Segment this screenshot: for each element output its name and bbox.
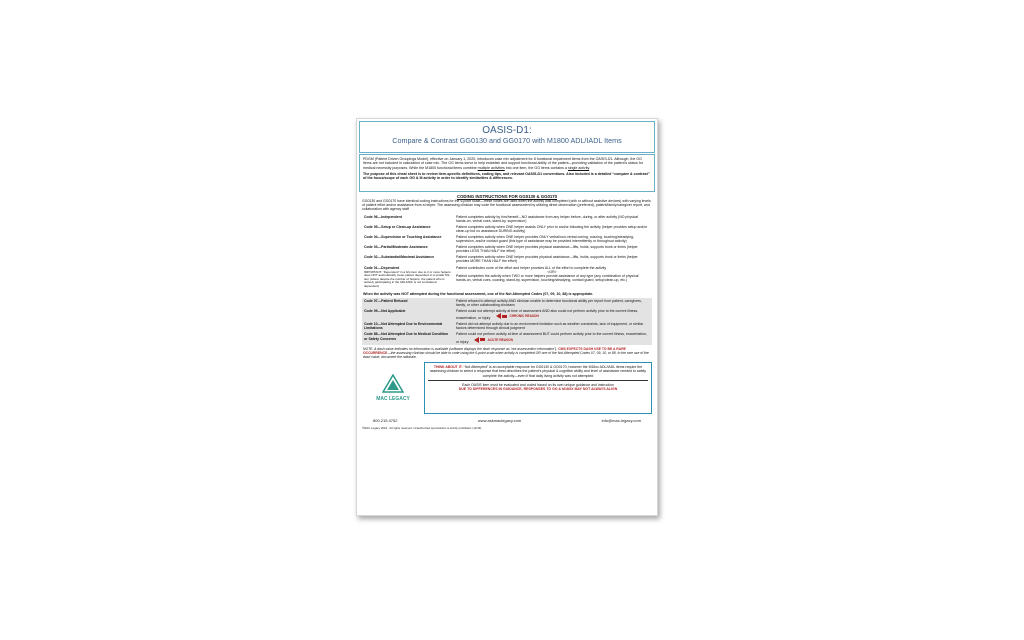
intro-underline-1: multiple activities (477, 165, 505, 170)
code-description: Patient completes activity when ONE helper assists ONLY prior to and/or following the activity (helper provides setup and/or clean-up but no assistance DURING activity) (456, 224, 648, 233)
think-line-3: DUE TO DIFFERENCES IN GUIDANCE, RESPONSES TO GG & M18XX MAY NOT ALWAYS ALIGN (458, 387, 618, 392)
intro-paragraph-1 (363, 157, 651, 170)
intro-text-end: . (589, 165, 591, 170)
logo (362, 362, 424, 414)
table-row (362, 321, 652, 331)
arrow-shaft (502, 315, 507, 318)
think-line-2: Each OASIS item must be evaluated and coded based on its own unique guidance and instruction (462, 382, 614, 387)
code-label: Code 04—Supervision or Touching Assistance (364, 234, 442, 239)
na-code-description (454, 321, 652, 331)
document-page (356, 118, 658, 516)
dependent-or: <OR> (547, 269, 557, 274)
dependent-desc-2: Patient completes the activity when TWO or more helpers provide assistance of any type (any combination of physical hands-on, verbal cues, coaxing, stand-by, supervision, touching/steadying, contact guard, setup/clean-up, etc.) (456, 273, 639, 282)
na-desc-text: Patient refused to attempt activity AND clinician unable to determine functional ability per report from patient, caregivers, family, or other collaborating clinicians (456, 298, 642, 307)
reason-tag (474, 337, 513, 343)
table-row (362, 244, 650, 254)
reason-tag (496, 313, 538, 319)
not-attempted-table (362, 298, 652, 345)
bottom-section (359, 362, 655, 414)
table-row (362, 224, 650, 234)
intro-text-middle: into one item, the GG items contains a (504, 165, 568, 170)
na-code-label: Code 07—Patient Refused (364, 298, 408, 303)
intro-box (359, 154, 655, 192)
not-attempted-intro: When the activity was NOT attempted during the functional assessment, one of the Not Attempted Codes (07, 09, 10, 88) is appropriate. (363, 291, 594, 296)
dependent-code: Code 01—Dependent (364, 265, 400, 270)
reason-label: CHRONIC REASON (509, 314, 539, 319)
code-description: Patient completes activity by him/herself—NO assistance from any helper before, during, or after activity (NO physical hands-on, verbal cues, stand-by, supervision) (456, 214, 639, 223)
dependent-desc-1: Patient contributes none of the effort and helper provides ALL of the effort to complete the activity (456, 265, 607, 270)
note-line-1: NOTE: A dash value indicates no information is available (software displays the dash response as “not assessed/no information”). (363, 346, 558, 351)
table-row (362, 254, 650, 264)
na-code-label: Code 88—Not Attempted Due to Medical Condition or Safety Concerns (364, 332, 449, 341)
code-label: Code 06—Independent (364, 214, 402, 219)
title-box (359, 121, 655, 153)
page-subtitle: Compare & Contrast GG0130 and GG0170 with M1800 ADL/IADL Items (392, 136, 622, 145)
dependent-important-note: IMPORTANT: “Dependent” in a GG item due to 2 or more helpers does NOT automatically mean patient dependent in a similar M1-tem (where despite the number of helpers, the patient who is actively participating in the ADL/IADL is not considered dependent) (364, 269, 451, 289)
coding-text: GG0130 and GG0170 have identical coding instructions for the 6-point scale—these codes are used when the activity was completed (with or without assistive devices) with varying levels of patient effort and/or assistance from a helper. The assessing clinician may code the functional assessment by utilizing direct observation (preferred), patient/family/caregiver report, and collaboration with agency staff (362, 199, 651, 212)
think-head: THINK ABOUT IT: (433, 365, 463, 370)
email-link[interactable]: info@mac-legacy.com (601, 418, 641, 424)
na-code-description (454, 331, 652, 344)
table-row (362, 234, 650, 244)
na-code-label: Code 10—Not Attempted Due to Environmental Limitations (364, 322, 443, 331)
na-desc-text: Patient could not attempt activity at time of assessment AND also could not perform activity prior to the current illness, exacerbation, or injury (456, 309, 639, 321)
copyright: ©MAC Legacy 2019 · All rights reserved. Unauthorized reproduction is strictly prohibited. (12/19) (362, 426, 482, 431)
code-description: Patient completes activity when ONE helper provides physical assistance—lifts, holds, supports trunk or limbs (helper provides MORE THAN HALF the effort) (456, 255, 638, 264)
note-red: CMS EXPECTS DASH USE TO BE A RARE OCCURRENCE (363, 346, 626, 355)
reason-label: ACUTE REASON (487, 337, 513, 342)
website-link[interactable]: www.askmaclegacy.com (477, 418, 522, 424)
na-code-label: Code 09—Not Applicable (364, 309, 406, 314)
divider (428, 380, 648, 381)
table-row (362, 298, 652, 308)
code-description (454, 265, 650, 290)
intro-underline-2: single activity (567, 165, 590, 170)
code-label: Code 05—Setup or Clean-up Assistance (364, 224, 431, 229)
na-code-description (454, 298, 652, 308)
logo-text: MAC LEGACY (376, 396, 410, 403)
think-about-it-box (424, 362, 652, 414)
arrow-left-icon (474, 337, 479, 343)
code-description: Patient completes activity when ONE helper provides ONLY verbal/non-verbal cueing, coaxing, touching/steadying, supervision, and/or contact guard (this type of assistance may be provided intermittently or throughout activity) (456, 234, 634, 244)
phone-number: 800.215.4752 (373, 418, 398, 424)
na-desc-text: Patient did not attempt activity due to an environment limitation such as weather constraints, lack of equipment, or similar factors determined through clinical judgment (456, 322, 644, 331)
code-description: Patient completes activity when ONE helper provides physical assistance—lifts, holds, supports trunk or limbs (helper provides LESS THAN HALF the effort) (456, 245, 638, 254)
code-label: Code 02—Substantial/Maximal Assistance (364, 255, 435, 260)
intro-paragraph-2 (363, 172, 651, 181)
codes-table (362, 214, 650, 290)
contact-footer (359, 418, 655, 423)
table-row (362, 214, 650, 224)
intro-purpose: The purpose of this cheat sheet is to review item-specific definitions, coding tips, and relevant OASIS-D1 conventions. Also included is a detailed “compare & contrast” of the focus/scope of each GG & M activity in order to identify similarities & differences. (363, 171, 650, 181)
arrow-left-icon (496, 313, 501, 319)
dash-note (359, 345, 655, 362)
table-row (362, 265, 650, 290)
arrow-shaft (480, 338, 485, 341)
page-title: OASIS-D1: (482, 125, 532, 136)
coding-section (359, 194, 655, 212)
na-desc-text: Patient could not perform activity at time of assessment BUT could perform activity prior to the current illness, exacerbation, or injury (456, 332, 647, 344)
code-label (362, 265, 454, 290)
na-code-description (454, 308, 652, 321)
mac-legacy-logo-icon (382, 374, 404, 394)
note-line-2: —the assessing clinician should be able to code using the 6-point scale when activity is completed OR one of the Not Attempted Codes 07, 09, 10, or 88. In the rare use of the dash value, document the rationale. (363, 350, 649, 360)
table-row (362, 308, 652, 321)
think-line-1: “Not Attempted” is an acceptable response for GG0130 & GG0170, however the M18xx ADL/IADL items require the assessing clinician to select a response that best describes the patient’s physical & cognitive ability and level of assistance needed to safely complete the activity—even if that daily living activity was not attempted (429, 365, 647, 378)
coding-title: CODING INSTRUCTIONS FOR GG0130 & GG0170 (456, 194, 558, 199)
code-label: Code 03—Partial/Moderate Assistance (364, 245, 428, 250)
intro-text: PDGM (Patient Driven Groupings Model), effective on January 1, 2020, introduces case mix adjustment for 8 functional impairment items from the OASIS-D1. Although, the GG items are not included in calculation of case mix. The GG items serve to help establish and support functional ability of the patient—providing validation of the patient’s status for medical necessity purposes. While the M1800 functional items combine (363, 157, 643, 170)
table-row (362, 331, 652, 344)
